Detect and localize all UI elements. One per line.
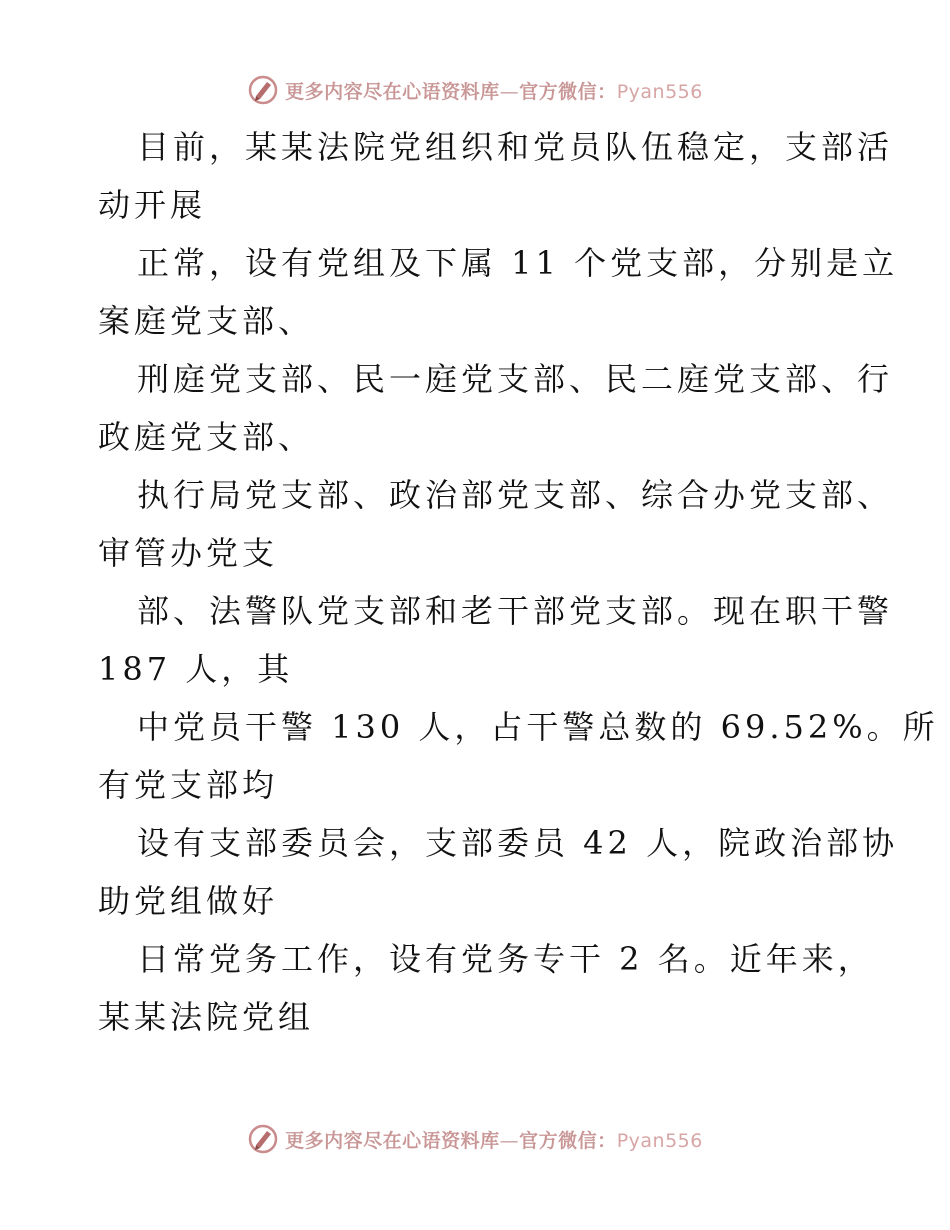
paragraph [0, 814, 950, 930]
paragraph-line: 部、法警队党支部和老干部党支部。现在职干警 [137, 592, 894, 630]
watermark-site: 更多内容尽在心语资料库 [285, 80, 500, 103]
paragraph [0, 118, 950, 234]
paragraph [0, 466, 950, 582]
paragraph [0, 234, 950, 350]
watermark-label: 官方微信： [519, 80, 617, 103]
paragraph-line: 某某法院党组 [98, 998, 315, 1036]
watermark-id: Pyan556 [616, 1129, 703, 1152]
paragraph-line: 案庭党支部、 [98, 302, 315, 340]
paragraph-line: 日常党务工作，设有党务专干 2 名。近年来， [137, 940, 874, 978]
watermark-separator: — [499, 1129, 520, 1152]
paragraph-line: 动开展 [98, 186, 207, 224]
paragraph-line: 刑庭党支部、民一庭党支部、民二庭党支部、行 [137, 360, 894, 398]
paragraph [0, 930, 950, 1046]
paragraph [0, 582, 950, 698]
paragraph-line: 设有支部委员会，支部委员 42 人，院政治部协 [137, 824, 899, 862]
paragraph-line: 目前，某某法院党组织和党员队伍稳定，支部活 [137, 128, 894, 166]
watermark-id: Pyan556 [616, 80, 703, 103]
paragraph-line: 助党组做好 [98, 882, 279, 920]
document-body [0, 118, 950, 1046]
header-watermark [0, 73, 950, 107]
paragraph-line: 执行局党支部、政治部党支部、综合办党支部、 [137, 476, 894, 514]
paragraph-line: 有党支部均 [98, 766, 279, 804]
paragraph-line: 政庭党支部、 [98, 418, 315, 456]
watermark-separator: — [499, 80, 520, 103]
watermark-site: 更多内容尽在心语资料库 [285, 1129, 500, 1152]
paragraph-line: 正常，设有党组及下属 11 个党支部，分别是立 [137, 244, 899, 282]
paragraph-line: 审管办党支 [98, 534, 279, 572]
paragraph [0, 698, 950, 814]
watermark-label: 官方微信： [519, 1129, 617, 1152]
paragraph-line: 187 人，其 [98, 650, 294, 688]
watermark-text [285, 1126, 703, 1153]
pen-logo-icon [247, 74, 279, 106]
pen-logo-icon [247, 1123, 279, 1155]
footer-watermark [0, 1122, 950, 1156]
paragraph-line: 中党员干警 130 人，占干警总数的 69.52%。所 [137, 708, 939, 746]
paragraph [0, 350, 950, 466]
watermark-text [285, 77, 703, 104]
